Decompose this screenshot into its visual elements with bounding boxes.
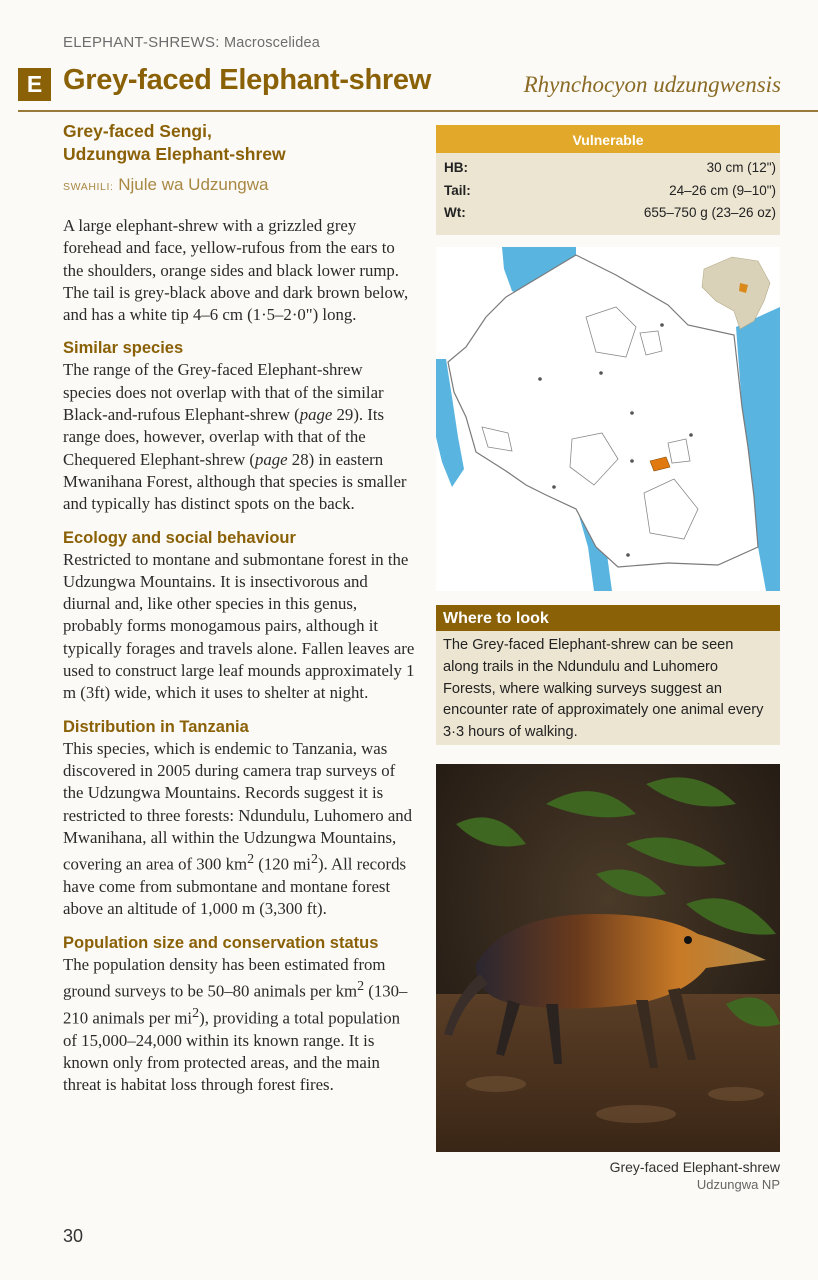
measurement-label: Wt: [444,205,466,220]
measurement-label: Tail: [444,182,471,198]
measurement-row [436,157,780,180]
distribution-heading: Distribution in Tanzania [63,717,249,736]
distribution-map [436,247,780,591]
ecology-heading: Ecology and social behaviour [63,528,296,547]
running-head [63,34,320,51]
swahili-label: SWAHILI: [63,181,114,193]
page-ref: page [254,449,288,469]
alternative-names [63,120,415,166]
page-title: Grey-faced Elephant-shrew [63,64,431,96]
page-ref: page [299,405,333,425]
header-divider [18,110,818,112]
measurement-value: 30 cm (12") [706,160,776,175]
photo-caption [610,1159,780,1192]
distribution-text: This species, which is endemic to Tanzania, was discovered in 2005 during camera trap surveys of the Udzungwa Mountains. Records suggest it is restricted to three forests: Ndundulu, Luhomero and Mwanihana, all within the Udzungwa Mountains, covering an area of 300 $km^2$ (120 $mi^2$). All records have come from submontane and montane forest above an altitude of 1,000 m (3,300 ft). [63,738,413,919]
scientific-name: Rhynchocyon udzungwensis [523,72,781,97]
where-to-look-text: The Grey-faced Elephant-shrew can be seen along trails in the Ndundulu and Luhomero Forests, where walking surveys suggest an encounter rate of approximately one animal every 3·3 hours of walking. [443,637,764,741]
alt-name-1: Grey-faced Sengi, [63,121,212,141]
similar-species-text: The range of the Grey-faced Elephant-shrew species does not overlap with that of the similar Black-and-rufous Elephant-shrew (page 29). Its range does, however, overlap with that of the Chequered Elephant-shrew (page 28) in eastern Mwanihana Forest, although that species is smaller and typically has distinct spots on the back. [63,360,407,514]
species-description: A large elephant-shrew with a grizzled grey forehead and face, yellow-rufous from the ears to the shoulders, orange sides and black lower rump. The tail is grey-black above and dark brown below, and has a white tip 4–6 cm (1·5–2·0") long. [63,216,409,325]
population-heading: Population size and conservation status [63,933,379,952]
where-to-look-heading: Where to look [436,605,780,631]
page-number: 30 [63,1226,84,1246]
main-text-column [63,120,415,1097]
swahili-name-text: Njule wa Udzungwa [118,175,269,194]
caption-species: Grey-faced Elephant-shrew [609,1159,780,1175]
swahili-name [63,175,415,195]
similar-species-heading: Similar species [63,339,184,358]
status-box [436,125,780,235]
tanzania-map-graphic [436,247,780,591]
alt-name-2: Udzungwa Elephant-shrew [63,144,286,164]
measurement-row [436,180,780,203]
elephant-shrew-photo-graphic [436,764,780,1152]
measurement-value: 24–26 cm (9–10") [669,182,776,198]
running-head-group: ELEPHANT-SHREWS: [63,34,220,51]
measurement-value: 655–750 g (23–26 oz) [643,205,776,220]
measurement-row [436,202,780,225]
section-letter-badge: E [18,68,51,101]
where-to-look-box [436,605,780,745]
running-head-latin: Macroscelidea [223,35,321,51]
caption-location: Udzungwa NP [696,1177,780,1192]
population-text: The population density has been estimated from ground surveys to be 50–80 animals per $km^2$ (130–210 animals per $mi^2$), providing a total population of 15,000–24,000 within its known range. It is known only from protected areas, and the main threat is habitat loss through forest fires. [63,954,408,1095]
measurement-label: HB: [444,160,468,175]
species-photo [436,764,780,1152]
ecology-text: Restricted to montane and submontane forest in the Udzungwa Mountains. It is insectivorous and diurnal and, like other species in this genus, probably forms monogamous pairs, although it typically forages and travels alone. Fallen leaves are used to construct large leaf mounds approximately 1 m (3ft) wide, which it uses to shelter at night. [63,549,415,703]
conservation-status-badge: Vulnerable [436,125,780,153]
